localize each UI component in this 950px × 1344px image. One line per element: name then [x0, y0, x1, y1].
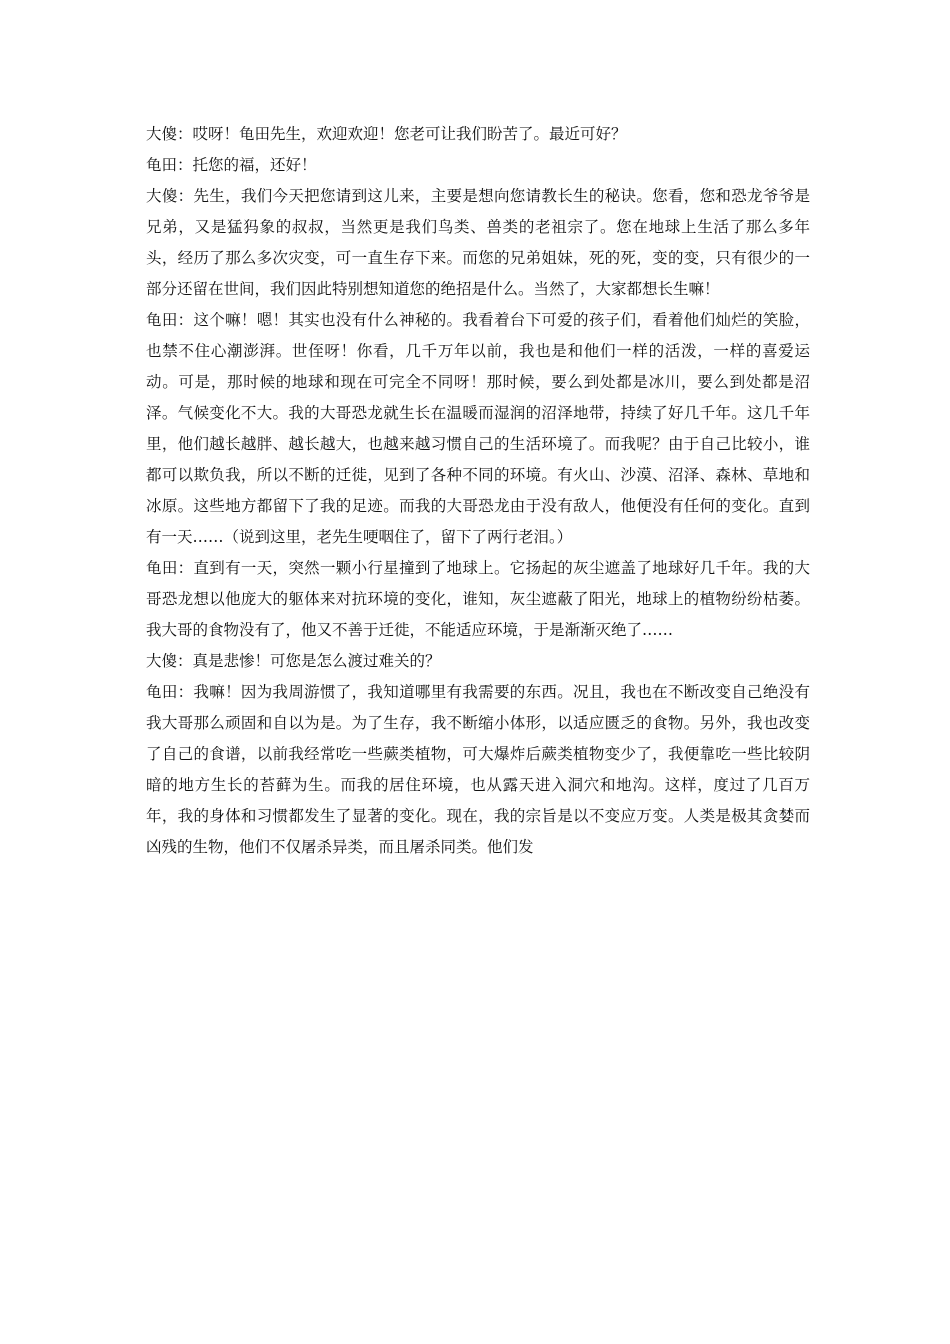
dialogue-paragraph-3: 大傻：先生，我们今天把您请到这儿来，主要是想向您请教长生的秘诀。您看，您和恐龙爷爷是兄弟，又是猛犸象的叔叔，当然更是我们鸟类、兽类的老祖宗了。您在地球上生活了那么多年头，经历了那么多次灾变，可一直生存下来。而您的兄弟姐妹，死的死，变的变，只有很少的一部分还留在世间，我们因此特别想知道您的绝招是什么。当然了，大家都想长生嘛！ — [146, 187, 810, 298]
dialogue-text — [146, 119, 810, 863]
dialogue-paragraph-1: 大傻：哎呀！龟田先生，欢迎欢迎！您老可让我们盼苦了。最近可好？ — [146, 125, 627, 143]
dialogue-paragraph-2: 龟田：托您的福，还好！ — [146, 156, 317, 174]
dialogue-paragraph-6: 大傻：真是悲惨！可您是怎么渡过难关的？ — [146, 652, 441, 670]
dialogue-paragraph-5: 龟田：直到有一天，突然一颗小行星撞到了地球上。它扬起的灰尘遮盖了地球好几千年。我的大哥恐龙想以他庞大的躯体来对抗环境的变化，谁知，灰尘遮蔽了阳光，地球上的植物纷纷枯萎。我大哥的食物没有了，他又不善于迁徙，不能适应环境，于是渐渐灭绝了…… — [146, 559, 810, 639]
dialogue-paragraph-4: 龟田：这个嘛！嗯！其实也没有什么神秘的。我看着台下可爱的孩子们，看着他们灿烂的笑脸，也禁不住心潮澎湃。世侄呀！你看，几千万年以前，我也是和他们一样的活泼，一样的喜爱运动。可是，那时候的地球和现在可完全不同呀！那时候，要么到处都是冰川，要么到处都是沼泽。气候变化不大。我的大哥恐龙就生长在温暖而湿润的沼泽地带，持续了好几千年。这几千年里，他们越长越胖、越长越大，也越来越习惯自己的生活环境了。而我呢？由于自己比较小，谁都可以欺负我，所以不断的迁徙，见到了各种不同的环境。有火山、沙漠、沼泽、森林、草地和冰原。这些地方都留下了我的足迹。而我的大哥恐龙由于没有敌人，他便没有任何的变化。直到有一天……（说到这里，老先生哽咽住了，留下了两行老泪。） — [146, 311, 810, 546]
dialogue-paragraph-7: 龟田：我嘛！因为我周游惯了，我知道哪里有我需要的东西。况且，我也在不断改变自己绝没有我大哥那么顽固和自以为是。为了生存，我不断缩小体形，以适应匮乏的食物。另外，我也改变了自己的食谱，以前我经常吃一些蕨类植物，可大爆炸后蕨类植物变少了，我便靠吃一些比较阴暗的地方生长的苔藓为生。而我的居住环境，也从露天进入洞穴和地沟。这样，度过了几百万年，我的身体和习惯都发生了显著的变化。现在，我的宗旨是以不变应万变。人类是极其贪婪而凶残的生物，他们不仅屠杀异类，而且屠杀同类。他们发 — [146, 683, 810, 856]
